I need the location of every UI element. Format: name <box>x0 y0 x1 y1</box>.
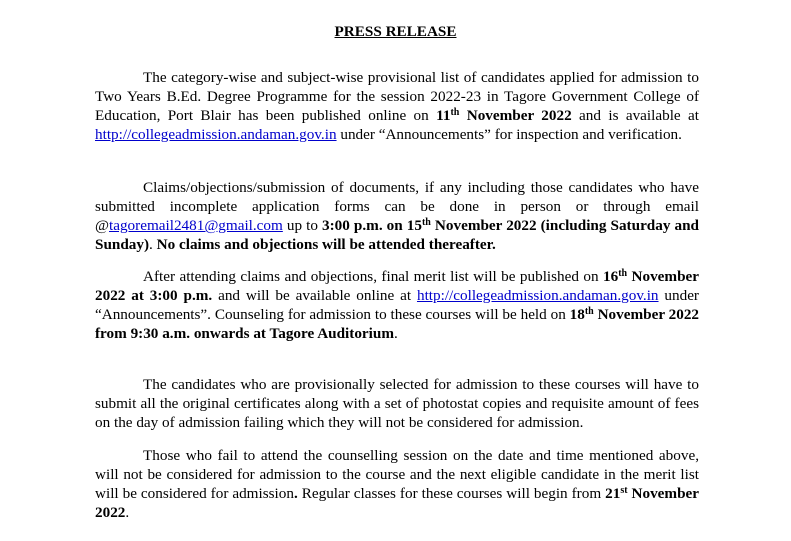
p3-merit-day: 16 <box>603 268 619 285</box>
p1-date-day: 11 <box>436 107 451 124</box>
p3-merit-rest: November 2022 at 3:00 p.m. <box>95 268 700 304</box>
p3-text-4: . <box>393 325 398 342</box>
p3-counseling-sup: th <box>584 306 594 317</box>
p3-text-3: under “Announcements”. Counseling for admission to these courses will be held on <box>95 287 699 323</box>
p5-classes-sup: st <box>620 485 628 496</box>
p5-text-3: . <box>125 504 130 521</box>
p5-classes-day: 21 <box>605 485 621 502</box>
p1-text-3: under “Announcements” for inspection and verification. <box>336 126 682 143</box>
p5-text-2: Regular classes for these courses will begin from <box>297 485 606 502</box>
p2-text-1: Claims/objections/submission of documents, if any including those candidates who have submitted incomplete application forms can be done in person or through email @ <box>95 179 699 234</box>
p2-deadline-time: 3:00 p.m. on 15 <box>322 217 422 234</box>
p2-text-2: up to <box>282 217 323 234</box>
paragraph-certificates <box>95 375 699 432</box>
p1-date-sup: th <box>450 107 460 118</box>
paragraph-claims-objections <box>95 178 699 254</box>
p3-counseling-rest: November 2022 from 9:30 a.m. onwards at Tagore Auditorium <box>95 306 700 342</box>
admission-website-link-2[interactable]: http://collegeadmission.andaman.gov.in <box>416 287 659 304</box>
p5-classes-rest: November 2022 <box>95 485 699 521</box>
p2-deadline-sup: th <box>421 217 431 228</box>
admission-website-link[interactable]: http://collegeadmission.andaman.gov.in <box>95 126 337 143</box>
p1-publish-date <box>436 107 572 124</box>
p1-date-rest: November 2022 <box>459 107 572 124</box>
paragraph-merit-list <box>95 267 699 343</box>
p1-text-1: The category-wise and subject-wise provisional list of candidates applied for admission to Two Years B.Ed. Degree Programme for the session 2022-23 in Tagore Government College of Education, Port Blair has been published online on <box>95 69 699 124</box>
p5-period: . <box>293 485 298 502</box>
paragraph-provisional-list <box>95 68 699 144</box>
page-title: PRESS RELEASE <box>334 23 457 40</box>
p2-text-3: . <box>149 236 157 253</box>
p2-deadline-rest: November 2022 (including Saturday and Sunday) <box>95 217 699 253</box>
p5-text-1: Those who fail to attend the counselling session on the date and time mentioned above, will not be considered for admission to the course and the next eligible candidate in the merit list will be considered for admission <box>95 447 699 502</box>
p3-text-1: After attending claims and objections, final merit list will be published on <box>143 268 604 285</box>
p3-merit-sup: th <box>618 268 628 279</box>
p1-text-2: and is available at <box>571 107 699 124</box>
paragraph-counselling-absence <box>95 446 699 522</box>
p3-text-2: and will be available online at <box>212 287 417 304</box>
p4-text: The candidates who are provisionally selected for admission to these courses will have to submit all the original certificates along with a set of photostat copies and requisite amount of fees on the day of admission failing which they will not be considered for admission. <box>95 376 699 431</box>
p2-no-claims-note: No claims and objections will be attended thereafter. <box>156 236 496 253</box>
email-link[interactable]: tagoremail2481@gmail.com <box>109 217 283 234</box>
p3-counseling-day: 18 <box>569 306 585 323</box>
